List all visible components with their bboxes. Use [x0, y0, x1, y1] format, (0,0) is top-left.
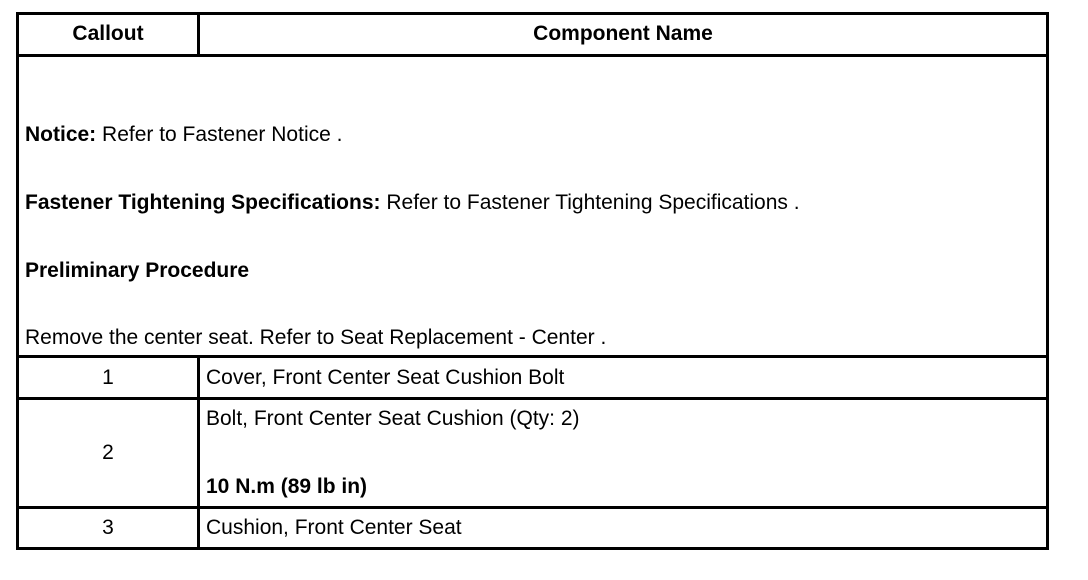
spec-text: Refer to Fastener Tightening Specifications .	[380, 191, 800, 214]
callout-number: 1	[102, 366, 114, 389]
callout-number: 3	[102, 516, 114, 539]
header-component-name: Component Name	[533, 22, 713, 45]
component-name: Cushion, Front Center Seat	[206, 516, 462, 539]
header-callout-cell	[19, 15, 200, 54]
callout-cell	[19, 400, 200, 506]
component-cell	[200, 400, 1046, 506]
notice-label: Notice:	[25, 123, 97, 146]
intro-row	[19, 57, 1046, 358]
header-callout: Callout	[72, 22, 144, 45]
torque-spec: 10 N.m (89 lb in)	[206, 475, 368, 498]
callout-number: 2	[102, 441, 114, 464]
component-table	[16, 12, 1049, 550]
remove-instruction: Remove the center seat. Refer to Seat Replacement - Center .	[25, 326, 607, 349]
callout-cell	[19, 509, 200, 547]
component-cell	[200, 358, 1046, 397]
table-header-row	[19, 15, 1046, 57]
table-row	[19, 509, 1046, 547]
callout-cell	[19, 358, 200, 397]
table-row	[19, 400, 1046, 509]
component-name: Bolt, Front Center Seat Cushion (Qty: 2)	[206, 407, 580, 430]
spec-line	[25, 191, 800, 215]
notice-line	[25, 123, 342, 147]
spec-label: Fastener Tightening Specifications:	[25, 191, 381, 214]
notice-text: Refer to Fastener Notice .	[96, 123, 343, 146]
component-cell	[200, 509, 1046, 547]
header-component-cell	[200, 15, 1046, 54]
table-row	[19, 358, 1046, 400]
component-name: Cover, Front Center Seat Cushion Bolt	[206, 366, 565, 389]
preliminary-heading: Preliminary Procedure	[25, 259, 250, 282]
